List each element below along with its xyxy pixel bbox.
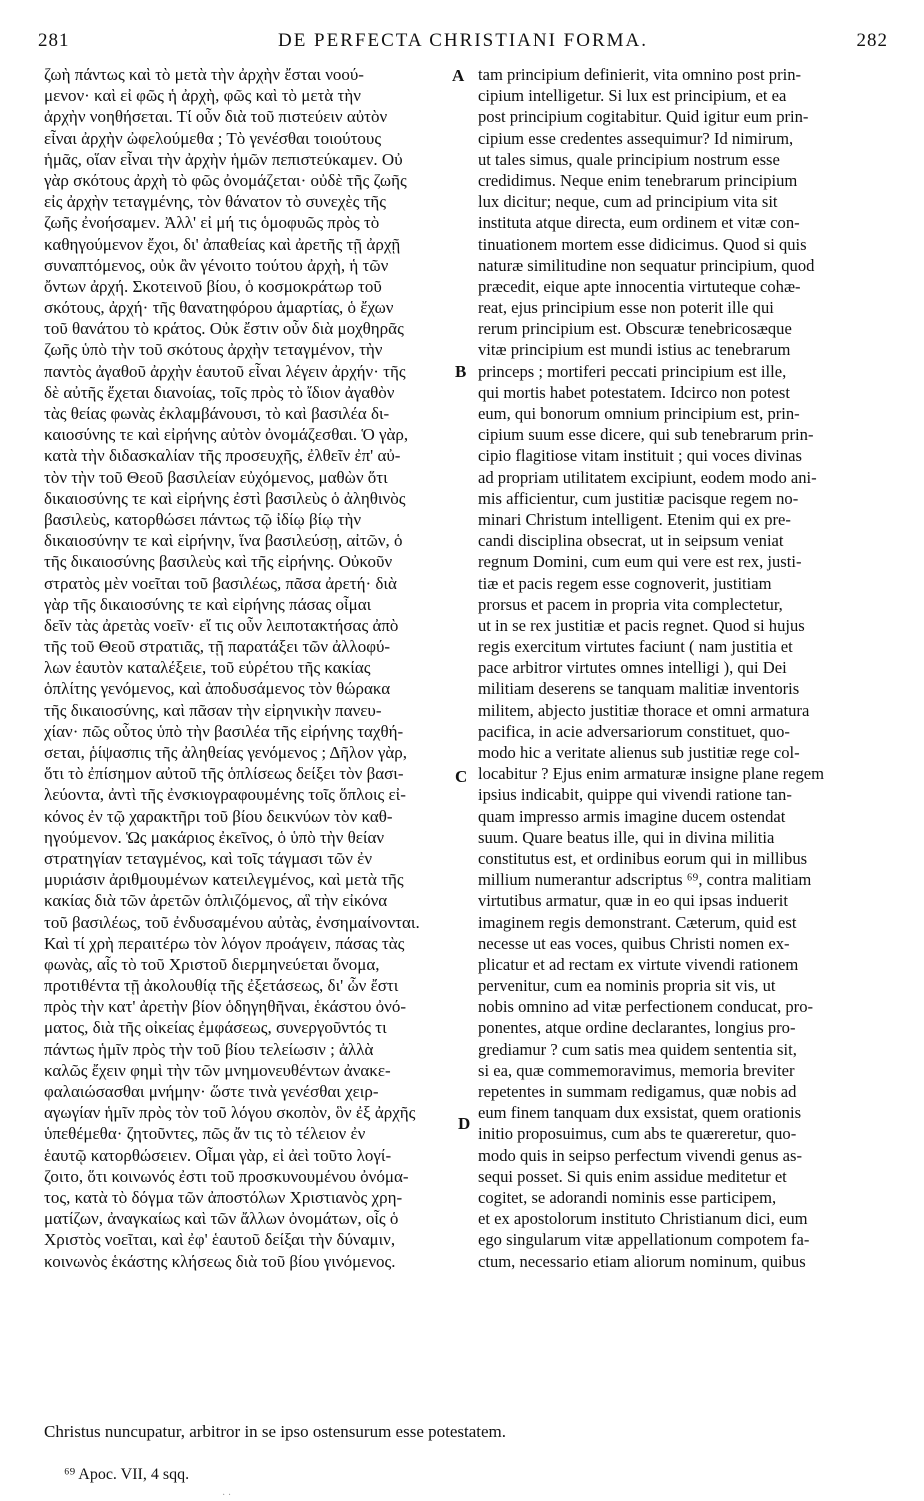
- greek-text-line: ζωῆς ἐνοήσαμεν. Ἀλλ' εἰ μή τις ὁμοφυῶς πρὸς τὸ: [44, 213, 380, 233]
- greek-text-line: συναπτόμενος, οὐκ ἂν γένοιτο τούτου ἀρχὴ, ἡ τῶν: [44, 255, 389, 275]
- greek-text-line: σκότους, ἀρχή· τῆς θανατηφόρου ἁμαρτίας, ὁ ἔχων: [44, 298, 394, 318]
- latin-text-line: mis afficientur, cum justitiæ pacisque regem no-: [478, 488, 799, 508]
- greek-text-line: λεύοντα, ἀντὶ τῆς ἐνσκιογραφουμένης τοῖς ὅπλοις εἰ-: [44, 785, 406, 805]
- latin-text-line: militiam deserens se tanquam malitiæ inventoris: [478, 679, 800, 699]
- greek-text-line: Καὶ τί χρὴ περαιτέρω τὸν λόγον προάγειν, πάσας τὰς: [44, 933, 405, 953]
- latin-text-line: lux dicitur; neque, cum ad principium vita sit: [478, 192, 778, 212]
- latin-text-line: imaginem regis demonstrant. Cæterum, quid est: [478, 912, 797, 932]
- greek-text-line: κόνος ἐν τῷ χαρακτῆρι τοῦ βίου δεικνύων τὸν καθ-: [44, 806, 393, 826]
- latin-text-line: cipium intelligetur. Si lux est principium, et ea: [478, 86, 787, 106]
- latin-text-line: tiæ et pacis regem esse cognoverit, justitiam: [478, 573, 772, 593]
- greek-text-line: στρατὸς μὲν νοεῖται τοῦ βασιλέως, πᾶσα ἀρετή· διὰ: [44, 573, 397, 593]
- greek-text-line: κακίας διὰ τῶν ἀρετῶν ὁπλιζόμενος, αἳ τὴν εἰκόνα: [44, 891, 388, 911]
- latin-text-line: quam impresso armis imagine ducem ostendat: [478, 806, 786, 826]
- latin-text-line: regnum Domini, cum eum qui vere est rex, justi-: [478, 552, 802, 572]
- latin-text-line: millium numerantur adscriptus ⁶⁹, contra malitiam: [478, 870, 812, 890]
- greek-text-line: βασιλεὺς, κατορθώσει πάντως τῷ ἰδίῳ βίῳ τὴν: [44, 509, 362, 529]
- latin-text-line: eum, qui bonorum omnium principium est, prin-: [478, 404, 800, 423]
- latin-text-line: minari Christum intelligent. Etenim qui ex pre-: [478, 509, 791, 529]
- greek-text-line: τῆς τοῦ Θεοῦ στρατιᾶς, τῇ παρατάξει τῶν ἀλλοφύ-: [44, 637, 391, 657]
- latin-text-line: tinuationem mortem esse didicimus. Quod si quis: [478, 234, 807, 254]
- greek-text-line: ὑπεθέμεθα· ζητοῦντες, πῶς ἄν τις τὸ τέλειον ἐν: [44, 1124, 366, 1144]
- closing-line: Christus nuncupatur, arbitror in se ipso ostensurum esse potestatem.: [44, 1422, 507, 1441]
- latin-text-line: naturæ similitudine non sequatur principium, quod: [478, 255, 815, 275]
- latin-text-line: princeps ; mortiferi peccati principium est ille,: [478, 361, 787, 381]
- greek-text-line: ἡμᾶς, οἵαν εἶναι τὴν ἀρχὴν ἡμῶν πεπιστεύκαμεν. Οὐ: [44, 149, 403, 169]
- latin-text-line: grediamur ? cum satis mea quidem sententia sit,: [478, 1039, 797, 1059]
- greek-text-line: σεται, ῥίψασπις τῆς ἀληθείας γενόμενος ; Δῆλον γὰρ,: [44, 743, 408, 762]
- greek-column: [44, 64, 467, 1272]
- latin-text-line: cipium suum esse dicere, qui sub tenebrarum prin-: [478, 425, 814, 445]
- latin-text-line: ego singularum vitæ appellationum compotem fa-: [478, 1230, 810, 1250]
- greek-text-line: δικαιοσύνης τε καὶ εἰρήνης ἐστὶ βασιλεὺς ὁ ἀληθινὸς: [44, 488, 406, 508]
- page-header: [38, 30, 888, 60]
- latin-text-line: sequi posset. Si quis enim assidue meditetur et: [478, 1166, 787, 1186]
- latin-text-line: pervenitur, cum ea nominis propria sit vis, ut: [478, 976, 776, 996]
- latin-text-line: constitutus est, et ordinibus eorum qui in millibus: [478, 848, 808, 868]
- greek-text-line: εἰς ἀρχὴν τεταγμένης, τὸν θάνατον τὸ συνεχὲς τῆς: [44, 192, 387, 212]
- page-number-right: 282: [856, 30, 888, 51]
- greek-text-line: φωνὰς, αἷς τὸ τοῦ Χριστοῦ διερμηνεύεται ὄνομα,: [44, 954, 380, 974]
- greek-text-line: ἀρχὴν νοηθήσεται. Τί οὖν διὰ τοῦ πιστεύειν αὐτὸν: [44, 107, 388, 127]
- latin-text-line: præcedit, eique apte innocentia virtuteque cohæ-: [478, 276, 801, 296]
- greek-text-line: ζωὴ πάντως καὶ τὸ μετὰ τὴν ἀρχὴν ἔσται νοού-: [44, 65, 364, 84]
- greek-text-line: μενον· καὶ εἰ φῶς ἡ ἀρχὴ, φῶς καὶ τὸ μετὰ τὴν: [44, 86, 361, 106]
- greek-text-line: ὄντων ἀρχή. Σκοτεινοῦ βίου, ὁ κοσμοκράτωρ τοῦ: [44, 276, 382, 296]
- latin-text-line: locabitur ? Ejus enim armaturæ insigne plane regem: [478, 764, 825, 784]
- latin-text-line: cipio flagitiose vitam instituit ; qui voces divinas: [478, 446, 802, 466]
- greek-text-line: κοινωνὸς ἑκάστης κλήσεως διὰ τοῦ βίου γινόμενος.: [44, 1251, 396, 1271]
- greek-text-line: γὰρ τῆς δικαιοσύνης τε καὶ εἰρήνης πάσας οἶμαι: [44, 594, 372, 614]
- latin-text-line: rerum principium est. Obscuræ tenebricosæque: [478, 319, 792, 339]
- margin-marker-a: A: [452, 66, 465, 85]
- greek-text-line: δεῖν τὰς ἀρετὰς νοεῖν· εἴ τις οὖν λειποτακτήσας ἀπὸ: [44, 615, 399, 635]
- latin-text-line: instituta atque directa, eum ordinem et vitæ con-: [478, 213, 800, 233]
- latin-text-line: repetentes in summam redigamus, quæ nobis ad: [478, 1082, 797, 1101]
- greek-text-line: καλῶς ἔχειν φημὶ τὴν τῶν μνημονευθέντων ἀνακε-: [44, 1060, 391, 1080]
- latin-text-line: suum. Quare beatus ille, qui in divina militia: [478, 827, 775, 847]
- greek-text-line: ἑαυτῷ κατορθώσειεν. Οἶμαι γὰρ, εἰ ἀεὶ τοῦτο λογί-: [44, 1145, 392, 1165]
- greek-text-line: στρατηγίαν τεταγμένος, καὶ τοῖς τάγμασι τῶν ἐν: [44, 848, 373, 868]
- page-number-left: 281: [38, 30, 70, 51]
- greek-text-line: ὁπλίτης γενόμενος, καὶ ἀποδυσάμενος τὸν θώρακα: [44, 679, 391, 699]
- greek-text-line: τοῦ βασιλέως, τοῦ ἐνδυσαμένου αὐτὰς, ἐνσημαίνονται.: [44, 912, 420, 932]
- greek-text-line: φαλαιώσασθαι μνήμην· ὥστε τινὰ γενέσθαι χειρ-: [44, 1082, 379, 1101]
- greek-text-line: τος, κατὰ τὸ δόγμα τῶν ἀποστόλων Χριστιανὸς χρη-: [44, 1187, 403, 1207]
- greek-text-line: πρὸς τὴν κατ' ἀρετὴν βίον ὁδηγηθῆναι, ἑκάστου ὀνό-: [44, 997, 406, 1017]
- latin-text-line: cipium esse credentes assequimur? Id nimirum,: [478, 128, 794, 148]
- latin-text-line: eum finem tanquam dux exsistat, quem orationis: [478, 1103, 802, 1123]
- latin-text-line: ut tales simus, quale principium nostrum esse: [478, 149, 780, 169]
- greek-text-line: προτιθέντα τῇ ἀκολουθίᾳ τῆς ἐξετάσεως, δι' ὧν ἔστι: [44, 976, 399, 996]
- latin-text-line: plicatur et ad rectam ex virtute vivendi rationem: [478, 954, 799, 974]
- latin-text-line: regis exercitum virtutes faciunt ( nam justitia et: [478, 637, 793, 657]
- latin-text-line: modo hic a veritate alienus sub justitiæ rege col-: [478, 743, 800, 762]
- greek-text-line: παντὸς ἀγαθοῦ ἀρχὴν ἑαυτοῦ εἶναι λέγειν ἀρχήν· τῆς: [44, 361, 406, 381]
- latin-text-line: nobis omnino ad vitæ perfectionem conducat, pro-: [478, 997, 814, 1017]
- greek-text-line: Χριστὸς νοεῖται, καὶ ἐφ' ἑαυτοῦ δείξαι τὴν δύναμιν,: [44, 1230, 396, 1250]
- latin-text-line: modo quis in seipso perfectum vivendi genus as-: [478, 1145, 802, 1165]
- latin-text-line: militem, abjecto justitiæ thorace et omni armatura: [478, 700, 810, 720]
- greek-text-line: λων ἑαυτὸν καταλέξειε, τοῦ εὑρέτου τῆς κακίας: [44, 658, 371, 678]
- greek-text-line: μυριάσιν ἀριθμουμένων κατειλεγμένος, καὶ μετὰ τῆς: [44, 870, 404, 890]
- latin-text-line: ipsius indicabit, quippe qui vivendi ratione tan-: [478, 785, 792, 805]
- latin-text-line: credidimus. Neque enim tenebrarum principium: [478, 170, 798, 190]
- greek-text-line: τὰς θείας φωνὰς ἐκλαμβάνουσι, τὸ καὶ βασιλέα δι-: [44, 404, 390, 423]
- greek-text-line: δικαιοσύνην τε καὶ εἰρήνην, ἵνα βασιλεύσῃ, αἰτῶν, ὁ: [44, 531, 403, 551]
- greek-text-line: ὅτι τὸ ἐπίσημον αὐτοῦ τῆς ὁπλίσεως δείξει τὸν βασι-: [44, 764, 404, 784]
- greek-text-line: ζωῆς ὑπὸ τὴν τοῦ σκότους ἀρχὴν τεταγμένον, τὴν: [44, 340, 383, 360]
- latin-text-line: pace arbitror virtutes omnes intelligi ), qui Dei: [478, 658, 787, 678]
- greek-text-line: γὰρ σκότους ἀρχὴ τὸ φῶς ὀνομάζεται· οὐδὲ τῆς ζωῆς: [44, 170, 407, 190]
- latin-text-line: prorsus et pacem in propria vita complectetur,: [478, 594, 783, 614]
- latin-text-line: reat, ejus principium esse non poterit ille qui: [478, 298, 774, 318]
- latin-text-line: post principium cogitabitur. Quid igitur eum prin-: [478, 107, 809, 127]
- latin-text-line: tam principium definierit, vita omnino post prin-: [478, 65, 802, 84]
- greek-text-line: κατὰ τὴν διδασκαλίαν τῆς προσευχῆς, ἐλθεῖν ἐπ' αὐ-: [44, 446, 401, 466]
- greek-text-line: ζοιτο, ὅτι κοινωνός ἐστι τοῦ προσκυνουμένου ὀνόμα-: [44, 1166, 409, 1186]
- latin-text-line: ponentes, atque ordine declarantes, longius pro-: [478, 1018, 796, 1038]
- latin-text-line: ctum, necessario etiam aliorum nominum, quibus: [478, 1251, 806, 1271]
- latin-text-line: candi disciplina obsecrat, ut in seipsum veniat: [478, 531, 784, 551]
- latin-text-line: ut in se rex justitiæ et pacis regnet. Quod si hujus: [478, 615, 805, 635]
- latin-column: [478, 64, 896, 1272]
- latin-text-line: vitæ principium est mundi istius ac tenebrarum: [478, 340, 791, 360]
- latin-text-line: necesse ut eas voces, quibus Christi nomen ex-: [478, 933, 790, 953]
- margin-marker-c: C: [455, 767, 468, 786]
- greek-text-line: τοῦ θανάτου τὸ κράτος. Οὐκ ἔστιν οὖν διὰ μοχθηρᾶς: [44, 319, 404, 339]
- greek-text-line: τῆς δικαιοσύνης, καὶ πᾶσαν τὴν εἰρηνικὴν πανευ-: [44, 700, 382, 720]
- greek-text-line: τὸν τὴν τοῦ Θεοῦ βασιλείαν εὐχόμενος, μαθὼν ὅτι: [44, 467, 388, 487]
- greek-text-line: ηγούμενον. Ὡς μακάριος ἐκεῖνος, ὁ ὑπὸ τὴν θείαν: [44, 827, 385, 847]
- greek-text-line: εἶναι ἀρχὴν ὠφελούμεθα ; Τὸ γενέσθαι τοιούτους: [44, 128, 382, 148]
- margin-marker-d: D: [458, 1114, 471, 1133]
- greek-text-line: καθηγούμενον ἔχοι, δι' ἀπαθείας καὶ ἀρετῆς τῇ ἀρχῇ: [44, 234, 401, 254]
- margin-marker-b: B: [455, 362, 467, 381]
- running-title: DE PERFECTA CHRISTIANI FORMA.: [277, 30, 648, 51]
- greek-text-line: πάντως ἡμῖν πρὸς τὴν τοῦ βίου τελείωσιν ; ἀλλὰ: [44, 1039, 374, 1059]
- latin-text-line: initio proposuimus, cum abs te quæreretur, quo-: [478, 1124, 797, 1144]
- latin-text-line: si ea, quæ commemoravimus, memoria breviter: [478, 1060, 795, 1080]
- latin-text-line: qui mortis habet potestatem. Idcirco non potest: [478, 382, 790, 402]
- greek-text-line: ματίζων, ἀναγκαίως καὶ τῶν ἄλλων ὀνομάτων, οἷς ὁ: [44, 1209, 399, 1229]
- footnote: ⁶⁹ Apoc. VII, 4 sqq.: [64, 1466, 190, 1483]
- greek-text-line: καιοσύνης τε καὶ εἰρήνης αὐτὸν ὀνομάζεσθαι. Ὁ γὰρ,: [44, 425, 409, 445]
- greek-text-line: ματος, διὰ τῆς οἰκείας ἐμφάσεως, συνεργοῦντός τι: [44, 1018, 387, 1038]
- latin-text-line: et ex apostolorum instituto Christianum dici, eum: [478, 1209, 808, 1229]
- latin-text-line: virtutibus armatur, quæ in eo qui ipsas induerit: [478, 891, 788, 911]
- greek-text-line: χίαν· πῶς οὗτος ὑπὸ τὴν βασιλέα τῆς εἰρήνης ταχθή-: [44, 721, 404, 741]
- greek-text-line: τῆς δικαιοσύνης βασιλεὺς καὶ τῆς εἰρήνης. Οὐκοῦν: [44, 552, 393, 572]
- latin-text-line: ad propriam utilitatem excipiunt, eodem modo ani-: [478, 467, 817, 487]
- greek-text-line: αγωγίαν ἡμῖν πρὸς τὸν τοῦ λόγου σκοπὸν, ὃν ἐξ ἀρχῆς: [44, 1103, 416, 1123]
- latin-text-line: cogitet, se adorandi nominis esse participem,: [478, 1187, 777, 1207]
- greek-text-line: δὲ αὐτῆς ἔχεται διανοίας, τοῖς πρὸς τὸ ἴδιον ἀγαθὸν: [44, 382, 395, 402]
- latin-text-line: pacifica, in acie adversariorum constituet, quo-: [478, 721, 790, 741]
